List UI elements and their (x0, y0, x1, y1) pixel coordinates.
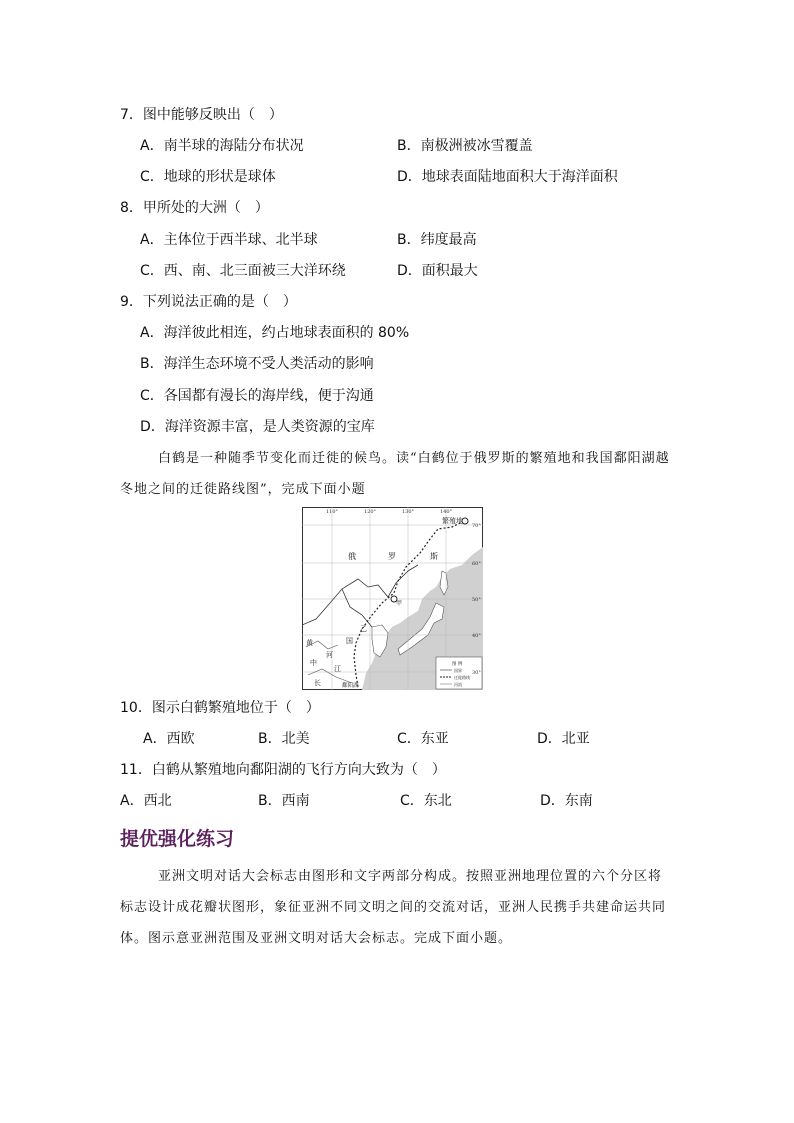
poyang-label: 鄱阳湖 (342, 683, 359, 689)
lon-label-110: 110° (326, 509, 339, 515)
lon-label-140: 140° (440, 509, 453, 515)
q8-option-c: C．西、南、北三面被三大洋环绕 (140, 263, 346, 279)
q11-option-a: A．西北 (120, 793, 172, 809)
country-e2: 罗 (388, 552, 396, 561)
q11-option-c: C．东北 (400, 793, 452, 809)
q7-option-a: A．南半球的海陆分布状况 (140, 138, 304, 154)
q7-option-c: C．地球的形状是球体 (140, 169, 276, 185)
q9-option-c: C．各国都有漫长的海岸线，便于沟通 (140, 388, 374, 404)
q10-option-d: D．北亚 (537, 731, 590, 747)
passage2-line1: 亚洲文明对话大会标志由图形和文字两部分构成。按照亚洲地理位置的六个分区将 (158, 869, 663, 884)
yi-label: 乙 (360, 625, 367, 633)
q11-option-d: D．东南 (540, 793, 593, 809)
q11-option-b: B．西南 (258, 793, 310, 809)
legend-route-label: 迁徙路线 (454, 675, 470, 680)
passage2-line3: 体。图示意亚洲范围及亚洲文明对话大会标志。完成下面小题。 (120, 931, 513, 946)
q7-option-d: D．地球表面陆地面积大于海洋面积 (397, 169, 618, 185)
q7-option-b: B．南极洲被冰雪覆盖 (397, 138, 533, 154)
q10-option-a: A．西欧 (143, 731, 195, 747)
lon-label-120: 120° (364, 509, 377, 515)
jia-label: 甲 (396, 600, 403, 607)
country-e3: 斯 (430, 552, 438, 561)
breeding-site-label: 繁殖地 (442, 517, 463, 525)
q11-stem: 11．白鹤从繁殖地向鄱阳湖的飞行方向大致为（ ） (120, 762, 446, 778)
legend-border-label: 国界 (454, 668, 462, 673)
legend-title: 图 例 (452, 662, 463, 667)
lat-label-30: 30° (472, 670, 481, 676)
q10-stem: 10．图示白鹤繁殖地位于（ ） (120, 700, 320, 716)
he-label: 河 (326, 651, 333, 659)
passage1-line1: 白鹤是一种随季节变化而迁徙的候鸟。读“白鹤位于俄罗斯的繁殖地和我国鄱阳湖越 (158, 451, 670, 466)
huang-label: 黄 (306, 639, 313, 647)
q9-option-b: B．海洋生态环境不受人类活动的影响 (140, 356, 374, 372)
q8-option-d: D．面积最大 (397, 263, 478, 279)
zhong-label: 中 (310, 659, 317, 667)
country-e1: 俄 (348, 552, 356, 561)
q8-option-a: A．主体位于西半球、北半球 (140, 232, 318, 248)
q9-option-a: A．海洋彼此相连，约占地球表面积的 80% (140, 325, 410, 341)
q9-option-d: D．海洋资源丰富，是人类资源的宝库 (140, 419, 375, 435)
q8-stem: 8．甲所处的大洲（ ） (120, 200, 269, 216)
chang-label: 长 (314, 679, 321, 687)
migration-map (302, 507, 483, 690)
jiang-label: 江 (334, 665, 341, 673)
q9-stem: 9．下列说法正确的是（ ） (120, 294, 297, 310)
q10-option-c: C．东亚 (397, 731, 449, 747)
passage1-line2: 冬地之间的迁徙路线图”，完成下面小题 (120, 482, 366, 497)
q7-stem: 7．图中能够反映出（ ） (120, 107, 283, 123)
q10-option-b: B．北美 (258, 731, 310, 747)
lat-label-70: 70° (472, 523, 481, 529)
q8-option-b: B．纬度最高 (397, 232, 477, 248)
lon-label-130: 130° (402, 509, 415, 515)
guo-label: 国 (346, 637, 353, 645)
legend-river-label: 河流 (454, 682, 462, 687)
lat-label-40: 40° (472, 633, 481, 639)
lat-label-50: 50° (472, 597, 481, 603)
lat-label-60: 60° (472, 561, 481, 567)
section-title: 提优强化练习 (120, 828, 235, 850)
passage2-line2: 标志设计成花瓣状图形，象征亚洲不同文明之间的交流对话，亚洲人民携手共建命运共同 (120, 900, 667, 915)
